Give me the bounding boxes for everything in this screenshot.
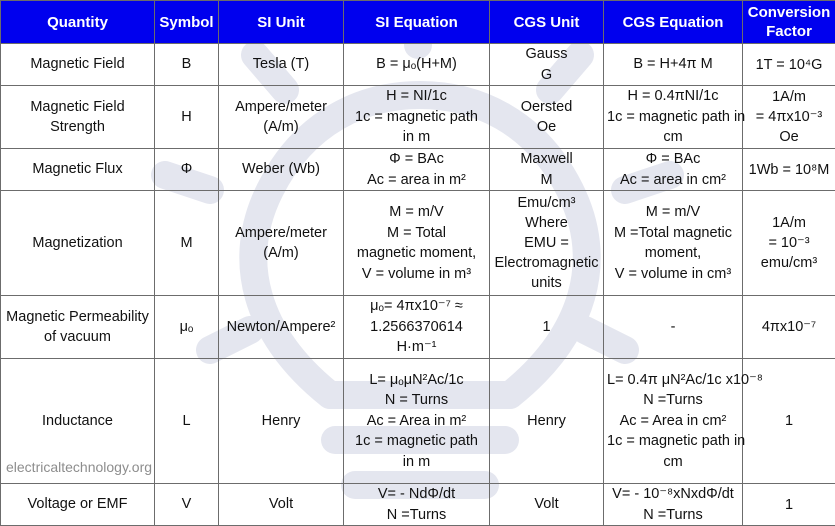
cell-text: M = m/V [347, 202, 486, 223]
cell-text: M = Total [347, 223, 486, 244]
cell-text: V= - NdΦ/dt [347, 484, 486, 505]
conversion-cell [743, 296, 835, 359]
cell-text: μₒ= 4πx10⁻⁷ ≈ [347, 296, 486, 317]
si-unit-cell [219, 359, 344, 484]
cgs-unit-cell [490, 149, 604, 191]
cell-text: H = 0.4πNI/1c [607, 86, 739, 107]
conversion-cell [743, 44, 835, 86]
cell-text: Electromagnetic [493, 253, 600, 273]
cell-text: Ac = Area in m² [347, 411, 486, 432]
cgs-equation-cell [604, 484, 743, 526]
table-body [1, 44, 835, 526]
cell-text: V= - 10⁻⁸xNxdΦ/dt [607, 484, 739, 505]
si-equation-cell [344, 191, 490, 296]
cell-text: M [493, 170, 600, 191]
conversion-cell [743, 86, 835, 149]
cell-text: 1 [493, 317, 600, 338]
cell-text: G [493, 65, 600, 86]
cell-text: M [158, 233, 215, 254]
cell-text: B = H+4π M [607, 54, 739, 75]
quantity-cell [1, 149, 155, 191]
cell-text: Ac = area in cm² [607, 170, 739, 191]
cell-text: Where [493, 213, 600, 233]
cell-text: 1c = magnetic path [347, 431, 486, 452]
cell-text: Oe [746, 127, 832, 147]
cell-text: 1Wb = 10⁸M [746, 160, 832, 180]
cell-text: Newton/Ampere² [222, 317, 340, 338]
cell-text: H [158, 107, 215, 128]
cell-text: H = NI/1c [347, 86, 486, 107]
cell-text: L [158, 411, 215, 432]
table-row [1, 484, 835, 526]
cell-text: 1A/m [746, 87, 832, 107]
cell-text: B = μₒ(H+M) [347, 54, 486, 75]
cell-text: N =Turns [607, 390, 739, 411]
conversion-cell [743, 149, 835, 191]
symbol-cell [155, 44, 219, 86]
cell-text: N = Turns [347, 390, 486, 411]
symbol-cell [155, 191, 219, 296]
cell-text: Strength [4, 117, 151, 138]
si-equation-cell [344, 44, 490, 86]
cell-text: emu/cm³ [746, 253, 832, 273]
table-row [1, 359, 835, 484]
cell-text: Voltage or EMF [4, 494, 151, 515]
si-unit-cell [219, 149, 344, 191]
cell-text: Φ [158, 159, 215, 180]
cell-text: Magnetic Flux [4, 159, 151, 180]
cell-text: V = volume in cm³ [607, 264, 739, 285]
quantity-cell [1, 359, 155, 484]
si-equation-cell [344, 149, 490, 191]
cell-text: V [158, 494, 215, 515]
cell-text: N =Turns [347, 505, 486, 526]
cell-text: cm [607, 127, 739, 148]
symbol-cell [155, 296, 219, 359]
cell-text: 1c = magnetic path in [607, 431, 739, 452]
si-equation-cell [344, 359, 490, 484]
cell-text: 1c = magnetic path in [607, 107, 739, 128]
cell-text: EMU = [493, 233, 600, 253]
si-unit-cell [219, 44, 344, 86]
table-row [1, 149, 835, 191]
quantity-cell [1, 484, 155, 526]
cell-text: - [607, 317, 739, 338]
cell-text: = 10⁻³ [746, 233, 832, 253]
quantity-cell [1, 296, 155, 359]
cell-text: Magnetic Permeability [4, 307, 151, 328]
conversion-cell [743, 191, 835, 296]
cell-text: Ampere/meter [222, 97, 340, 118]
cgs-equation-cell [604, 44, 743, 86]
cell-text: Ac = area in m² [347, 170, 486, 191]
si-equation-cell [344, 296, 490, 359]
table-row [1, 44, 835, 86]
cell-text: Ampere/meter [222, 223, 340, 244]
si-unit-cell [219, 484, 344, 526]
cell-text: Gauss [493, 44, 600, 65]
cell-text: Emu/cm³ [493, 193, 600, 213]
cell-text: Volt [493, 494, 600, 515]
cell-text: 1.2566370614 [347, 317, 486, 338]
header-row [1, 1, 835, 44]
cgs-unit-cell [490, 359, 604, 484]
table-row [1, 296, 835, 359]
column-header: Quantity [1, 1, 155, 44]
cell-text: cm [607, 452, 739, 473]
column-header: Conversion Factor [743, 1, 835, 44]
cell-text: 1 [746, 411, 832, 431]
symbol-cell [155, 359, 219, 484]
cell-text: N =Turns [607, 505, 739, 526]
cell-text: Weber (Wb) [222, 159, 340, 180]
cell-text: of vacuum [4, 327, 151, 348]
cell-text: moment, [607, 243, 739, 264]
si-equation-cell [344, 86, 490, 149]
cgs-unit-cell [490, 44, 604, 86]
cell-text: = 4πx10⁻³ [746, 107, 832, 127]
symbol-cell [155, 484, 219, 526]
table-row [1, 86, 835, 149]
cell-text: units [493, 273, 600, 293]
cell-text: 1A/m [746, 213, 832, 233]
column-header: CGS Unit [490, 1, 604, 44]
column-header: SI Equation [344, 1, 490, 44]
cgs-unit-cell [490, 296, 604, 359]
cell-text: 1c = magnetic path [347, 107, 486, 128]
cell-text: V = volume in m³ [347, 264, 486, 285]
cell-text: Ac = Area in cm² [607, 411, 739, 432]
cell-text: Φ = BAc [347, 149, 486, 170]
column-header: CGS Equation [604, 1, 743, 44]
cell-text: Oe [493, 117, 600, 138]
cell-text: Volt [222, 494, 340, 515]
cell-text: in m [347, 452, 486, 473]
cell-text: 1T = 10⁴G [746, 55, 832, 75]
cell-text: M = m/V [607, 202, 739, 223]
watermark-text: electricaltechnology.org [6, 459, 152, 475]
cgs-unit-cell [490, 86, 604, 149]
cell-text: Magnetization [4, 233, 151, 254]
cell-text: (A/m) [222, 117, 340, 138]
cell-text: Magnetic Field [4, 54, 151, 75]
cgs-equation-cell [604, 149, 743, 191]
column-header: Symbol [155, 1, 219, 44]
symbol-cell [155, 86, 219, 149]
cell-text: Tesla (T) [222, 54, 340, 75]
cell-text: B [158, 54, 215, 75]
si-unit-cell [219, 191, 344, 296]
cell-text: Oersted [493, 97, 600, 118]
cell-text: Inductance [4, 411, 151, 432]
cell-text: Henry [222, 411, 340, 432]
si-unit-cell [219, 86, 344, 149]
si-equation-cell [344, 484, 490, 526]
cell-text: H·m⁻¹ [347, 337, 486, 358]
column-header: SI Unit [219, 1, 344, 44]
cell-text: Henry [493, 411, 600, 432]
cell-text: 1 [746, 495, 832, 515]
cell-text: Magnetic Field [4, 97, 151, 118]
si-unit-cell [219, 296, 344, 359]
cell-text: in m [347, 127, 486, 148]
cgs-equation-cell [604, 359, 743, 484]
cell-text: μₒ [158, 317, 215, 338]
quantity-cell [1, 191, 155, 296]
cell-text: L= μₒμN²Ac/1c [347, 370, 486, 391]
cell-text: (A/m) [222, 243, 340, 264]
cell-text: M =Total magnetic [607, 223, 739, 244]
cgs-equation-cell [604, 86, 743, 149]
quantity-cell [1, 44, 155, 86]
table-row [1, 191, 835, 296]
cell-text: Φ = BAc [607, 149, 739, 170]
cell-text: L= 0.4π μN²Ac/1c x10⁻⁸ [607, 370, 739, 391]
conversion-cell [743, 484, 835, 526]
cgs-unit-cell [490, 484, 604, 526]
cell-text: magnetic moment, [347, 243, 486, 264]
symbol-cell [155, 149, 219, 191]
cell-text: 4πx10⁻⁷ [746, 317, 832, 337]
cell-text: Maxwell [493, 149, 600, 170]
cgs-unit-cell [490, 191, 604, 296]
cgs-equation-cell [604, 296, 743, 359]
cgs-equation-cell [604, 191, 743, 296]
quantity-cell [1, 86, 155, 149]
